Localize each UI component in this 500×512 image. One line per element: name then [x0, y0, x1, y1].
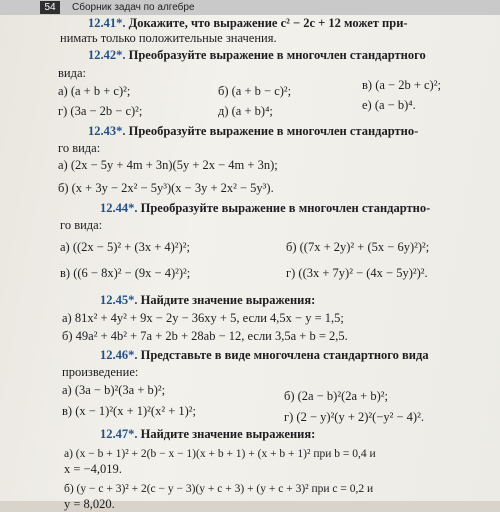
expr-item: г) (3a − 2b − c)²; — [58, 104, 143, 118]
problem-number: 12.45*. — [100, 293, 138, 307]
problem-12-41-cont: нимать только положительные значения. — [60, 31, 277, 45]
problem-12-44 — [100, 201, 430, 216]
expr-item: а) (x − b + 1)² + 2(b − x − 1)(x + b + 1) + (x + b + 1)² при b = 0,4 и — [64, 448, 376, 460]
problem-12-44-cont: го вида: — [60, 218, 103, 232]
problem-12-45 — [100, 293, 315, 308]
page-header — [0, 0, 500, 15]
problem-12-42-cont: вида: — [58, 66, 86, 80]
problem-number: 12.41*. — [88, 16, 126, 30]
problem-12-43 — [88, 124, 418, 139]
problem-title: Преобразуйте выражение в многочлен стандартного — [128, 48, 426, 62]
problem-number: 12.42*. — [88, 48, 126, 62]
problem-12-43-cont: го вида: — [58, 141, 101, 155]
problem-title: Докажите, что выражение c² − 2c + 12 может при- — [128, 16, 408, 30]
expr-item: в) (a − 2b + c)²; — [362, 78, 441, 92]
problem-12-47 — [100, 427, 315, 442]
problem-title: Найдите значение выражения: — [140, 293, 316, 307]
book-title: Сборник задач по алгебре — [72, 2, 195, 13]
expr-item: д) (a + b)⁴; — [218, 104, 273, 118]
expr-item: y = 8,020. — [64, 497, 115, 511]
problem-12-42 — [88, 48, 426, 63]
problem-12-46-cont: произведение: — [62, 365, 139, 379]
problem-title: Найдите значение выражения: — [140, 427, 316, 441]
expr-item: а) (2x − 5y + 4m + 3n)(5y + 2x − 4m + 3n); — [58, 158, 278, 172]
expr-item: x = −4,019. — [64, 462, 122, 476]
expr-item: б) ((7x + 2y)² + (5x − 6y)²)²; — [286, 240, 430, 254]
expr-item: е) (a − b)⁴. — [362, 98, 416, 112]
expr-item: а) ((2x − 5)² + (3x + 4)²)²; — [60, 240, 190, 254]
expr-item: а) 81x² + 4y² + 9x − 2y − 36xy + 5, если 4,5x − y = 1,5; — [62, 311, 344, 325]
problem-12-46 — [100, 348, 429, 363]
expr-item: б) 49a² + 4b² + 7a + 2b + 28ab − 12, если 3,5a + b = 2,5. — [62, 329, 348, 343]
expr-item: б) (x + 3y − 2x² − 5y³)(x − 3y + 2x² − 5y³). — [58, 181, 274, 195]
expr-item: в) ((6 − 8x)² − (9x − 4)²)²; — [60, 266, 191, 280]
expr-item: б) (2a − b)²(2a + b)²; — [284, 389, 388, 403]
problem-12-41 — [88, 16, 408, 31]
problem-title: Преобразуйте выражение в многочлен стандартно- — [128, 124, 419, 138]
expr-item: в) (x − 1)²(x + 1)²(x² + 1)²; — [62, 404, 197, 418]
problem-number: 12.46*. — [100, 348, 138, 362]
problem-number: 12.47*. — [100, 427, 138, 441]
expr-item: г) (2 − y)²(y + 2)²(−y² − 4)². — [284, 410, 424, 424]
expr-item: б) (a + b − c)²; — [218, 84, 292, 98]
expr-item: а) (a + b + c)²; — [58, 84, 131, 98]
expr-item: б) (y − c + 3)² + 2(c − y − 3)(y + c + 3) + (y + c + 3)² при c = 0,2 и — [64, 483, 374, 495]
problem-number: 12.43*. — [88, 124, 126, 138]
problem-number: 12.44*. — [100, 201, 138, 215]
problem-title: Представьте в виде многочлена стандартного вида — [140, 348, 429, 362]
expr-item: а) (3a − b)²(3a + b)²; — [62, 383, 166, 397]
page-number: 54 — [40, 1, 60, 14]
expr-item: г) ((3x + 7y)² − (4x − 5y)²)². — [286, 266, 428, 280]
problem-title: Преобразуйте выражение в многочлен стандартно- — [140, 201, 431, 215]
